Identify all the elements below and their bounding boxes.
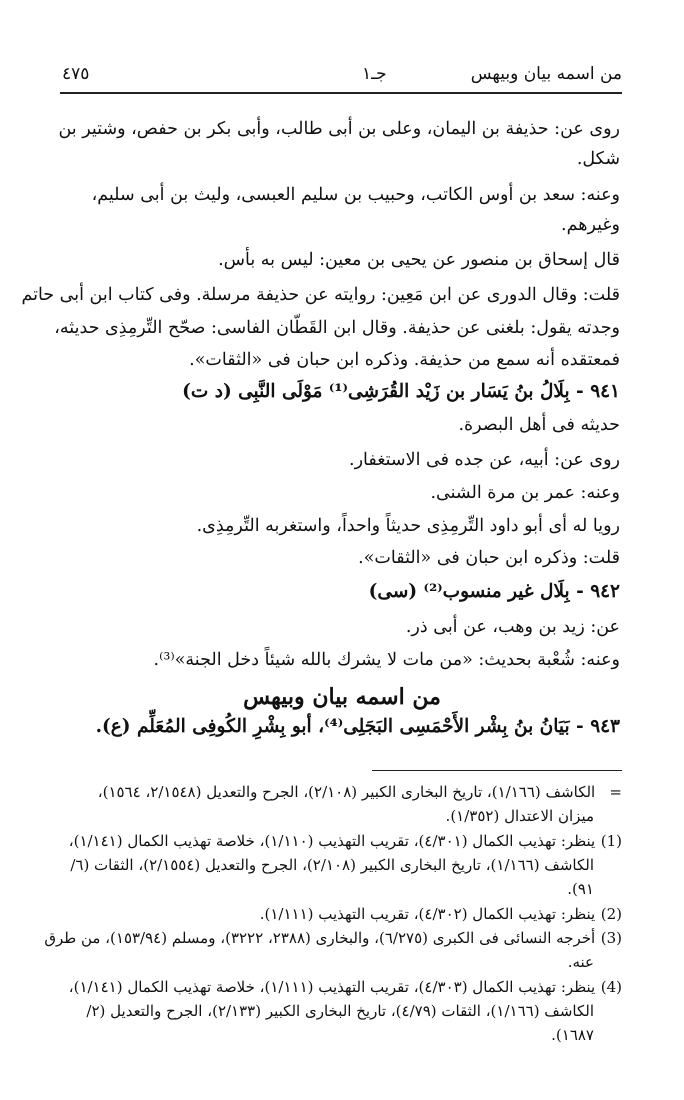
body-line: شكل. bbox=[576, 149, 620, 169]
footnote-line bbox=[44, 926, 622, 951]
footnote-divider bbox=[372, 770, 622, 771]
footnote-text: عنه. bbox=[567, 953, 594, 971]
footnote-text: ينظر: تهذيب الكمال (٤/٣٠١)، تقريب التهذيب (١/١١٠)، خلاصة تهذيب الكمال (١/١٤١)، bbox=[68, 832, 596, 850]
footnote-line bbox=[56, 829, 622, 854]
footnote-mark: (4) bbox=[600, 978, 622, 996]
body-line: قلت: وذكره ابن حبان فى «الثقات». bbox=[358, 548, 620, 568]
body-line: حديثه فى أهل البصرة. bbox=[458, 415, 620, 435]
footnote-line bbox=[56, 950, 594, 975]
footnote-line bbox=[56, 853, 594, 878]
body-line: وعنه: عمر بن مرة الشنى. bbox=[430, 483, 620, 503]
footnote-text: ينظر: تهذيب الكمال (٤/٣٠٢)، تقريب التهذيب (١/١١١). bbox=[259, 905, 596, 923]
body-line: وغيرهم. bbox=[561, 215, 620, 235]
running-header bbox=[62, 60, 622, 90]
body-line: روى عن: أبيه، عن جده فى الاستغفار. bbox=[349, 450, 620, 470]
footnote-text: أخرجه النسائى فى الكبرى (٦/٢٧٥)، والبخارى (٢٣٨٨، ٣٢٢٢)، ومسلم (١٥٣/٩٤)، من طرق bbox=[44, 929, 596, 947]
footnote-line bbox=[56, 902, 622, 927]
footnote-line bbox=[56, 999, 594, 1024]
footnote-text: الكاشف (١/١٦٦)، الثقات (٤/٧٩)، تاريخ البخارى الكبير (٢/١٣٣)، الجرح والتعديل (٢/ bbox=[86, 1002, 594, 1020]
footnote-line bbox=[56, 975, 622, 1000]
section-heading: من اسمه بيان وبيهس bbox=[243, 684, 441, 710]
footnote-text: ١٦٨٧). bbox=[551, 1026, 594, 1044]
footnote-text: الكاشف (١/١٦٦)، تاريخ البخارى الكبير (٢/١٠٨)، الجرح والتعديل (٢/١٥٤٨، ١٥٦٤)، bbox=[97, 783, 596, 801]
footnote-text: ٩١). bbox=[567, 880, 594, 898]
footnote-line bbox=[56, 1023, 594, 1048]
entry-943-heading: ٩٤٣ - بَيَانُ بنُ بِشْر الأَحْمَسِى البَجَلِى⁽⁴⁾، أبو بِشْرِ الكُوفِى المُعَلِّم (ع). bbox=[95, 716, 620, 737]
footnote-text: ميزان الاعتدال (١/٣٥٢). bbox=[445, 807, 594, 825]
footnote-mark: (3) bbox=[600, 929, 622, 947]
footnote-mark: (2) bbox=[600, 905, 622, 923]
body-line: رويا له أى أبو داود التِّرمِذِى حديثاً واحداً، واستغربه التِّرمِذِى. bbox=[196, 516, 620, 536]
body-line: عن: زيد بن وهب، عن أبى ذر. bbox=[405, 617, 620, 637]
footnote-text: ينظر: تهذيب الكمال (٤/٣٠٣)، تقريب التهذيب (١/١١١)، خلاصة تهذيب الكمال (١/١٤١)، bbox=[68, 978, 596, 996]
body-line: وعنه: شُعْبة بحديث: «من مات لا يشرك بالله شيئاً دخل الجنة»⁽³⁾. bbox=[153, 650, 620, 670]
entry-942-heading: ٩٤٢ - بِلَال غير منسوب⁽²⁾ (سى) bbox=[368, 581, 620, 602]
header-title: من اسمه بيان وبيهس bbox=[470, 64, 622, 84]
entry-941-heading: ٩٤١ - بِلَالُ بنُ يَسَار بن زَيْد القُرَشِى⁽¹⁾ مَوْلَى النَّبِى (د ت) bbox=[182, 381, 620, 402]
footnote-line bbox=[56, 877, 594, 902]
header-divider bbox=[60, 92, 622, 94]
body-line: وعنه: سعد بن أوس الكاتب، وحبيب بن سليم العبسى، وليث بن أبى سليم، bbox=[91, 185, 620, 205]
footnote-line bbox=[56, 804, 594, 829]
footnote-text: الكاشف (١/١٦٦)، تاريخ البخارى الكبير (٢/١٠٨)، الجرح والتعديل (٢/١٥٥٤)، الثقات (٦/ bbox=[70, 856, 594, 874]
body-line: وجدته يقول: بلغنى عن حذيفة. وقال ابن القَطّان الفاسى: صحّح التِّرمِذِى حديثه، bbox=[54, 318, 620, 338]
footnote-mark: = bbox=[609, 783, 622, 801]
header-volume: جـ١ bbox=[362, 64, 387, 84]
page-number: ٤٧٥ bbox=[62, 64, 90, 84]
body-line: روى عن: حذيفة بن اليمان، وعلى بن أبى طالب، وأبى بكر بن حفص، وشتير بن bbox=[58, 119, 620, 139]
footnote-line bbox=[56, 780, 622, 805]
body-line: قلت: وقال الدورى عن ابن مَعِين: روايته عن حذيفة مرسلة. وفى كتاب ابن أبى حاتم bbox=[21, 285, 620, 305]
body-line: فمعتقده أنه سمع من حذيفة. وذكره ابن حبان فى «الثقات». bbox=[189, 350, 620, 370]
footnote-mark: (1) bbox=[600, 832, 622, 850]
body-line: قال إسحاق بن منصور عن يحيى بن معين: ليس به بأس. bbox=[218, 250, 620, 270]
